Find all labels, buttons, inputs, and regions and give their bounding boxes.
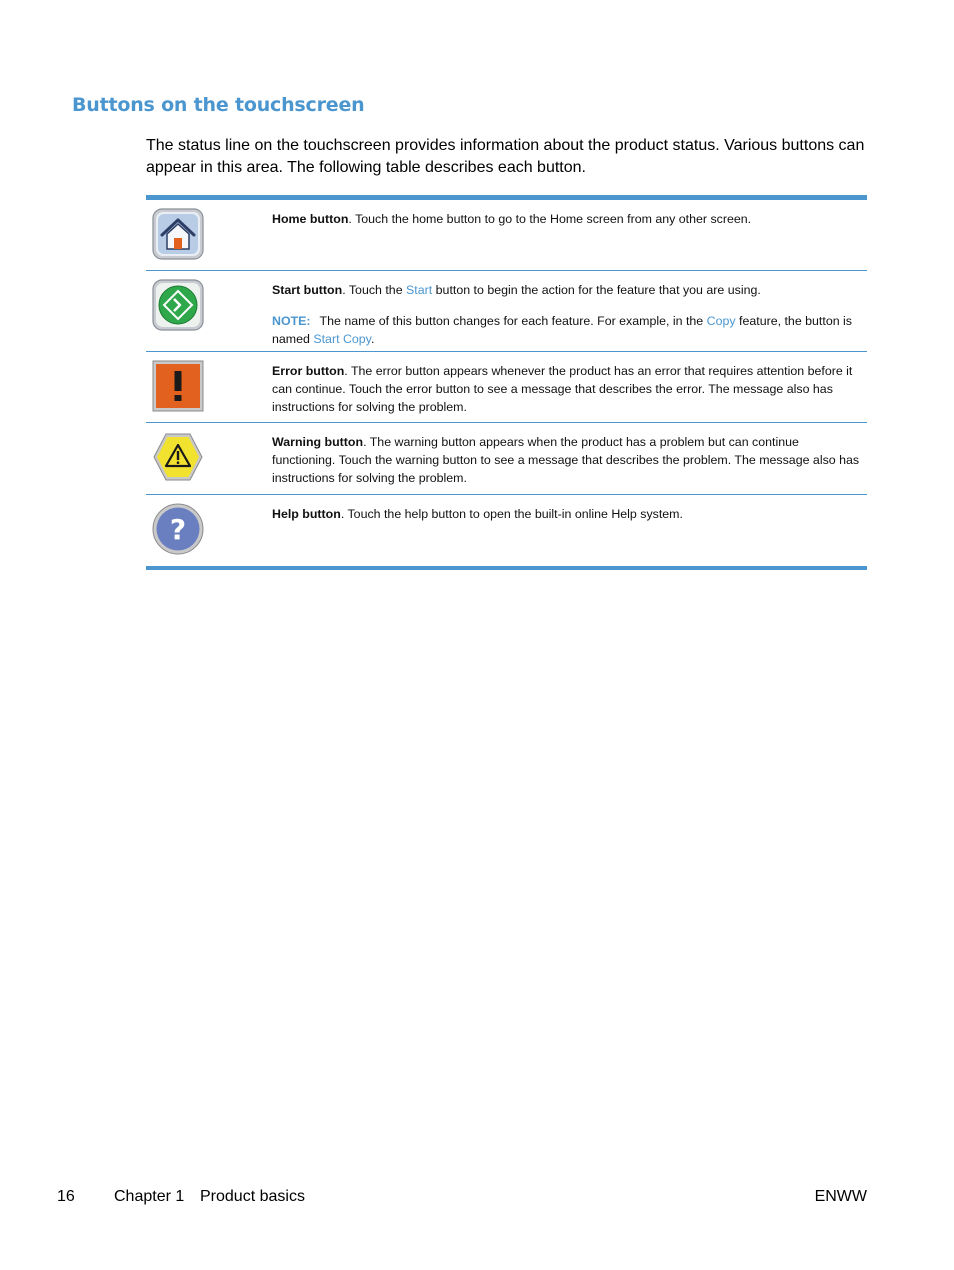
note-text-b: feature, the button is named — [272, 314, 852, 346]
error-description — [272, 362, 862, 416]
error-desc: . The error button appears whenever the product has an error that requires attention before it can continue. Touch the error button to see a message that describes the error. The message also has instructions for solving the problem. — [272, 364, 853, 414]
start-copy-link[interactable]: Start Copy — [313, 332, 371, 346]
warning-desc: . The warning button appears when the product has a problem but can continue functioning. Touch the warning button to see a message that describes the problem. The message also has instructions for solving the problem. — [272, 435, 860, 485]
note-label: NOTE: — [272, 314, 311, 328]
table-row-warning — [146, 423, 867, 495]
table-row-error — [146, 352, 867, 423]
home-desc: . Touch the home button to go to the Home screen from any other screen. — [348, 212, 752, 226]
start-desc-b: button to begin the action for the feature that you are using. — [432, 283, 761, 297]
svg-text:?: ? — [169, 513, 187, 546]
warning-description — [272, 433, 862, 487]
buttons-table — [146, 195, 867, 570]
start-term: Start button — [272, 283, 343, 297]
help-desc: . Touch the help button to open the built-in online Help system. — [340, 507, 683, 521]
footer-code: ENWW — [814, 1188, 867, 1205]
home-description — [272, 210, 862, 228]
note-text-a: The name of this button changes for each feature. For example, in the — [319, 314, 707, 328]
start-note — [272, 312, 862, 348]
help-term: Help button — [272, 507, 341, 521]
warning-term: Warning button — [272, 435, 364, 449]
intro-paragraph: The status line on the touchscreen provides information about the product status. Various buttons can appear in this area. The following table describes each button. — [146, 137, 865, 176]
start-desc-a: . Touch the — [342, 283, 407, 297]
error-icon — [152, 360, 204, 412]
footer-chapter-title: Product basics — [200, 1188, 305, 1205]
copy-link[interactable]: Copy — [706, 314, 736, 328]
warning-icon — [152, 431, 204, 483]
footer-page-number: 16 — [57, 1188, 75, 1205]
start-icon — [152, 279, 204, 331]
home-icon — [152, 208, 204, 260]
table-row-start — [146, 271, 867, 352]
note-text-c: . — [370, 332, 375, 346]
start-description — [272, 281, 862, 348]
section-title: Buttons on the touchscreen — [72, 94, 365, 116]
table-row-help — [146, 495, 867, 566]
help-description — [272, 505, 862, 523]
start-link[interactable]: Start — [406, 283, 433, 297]
home-term: Home button — [272, 212, 349, 226]
table-row-home — [146, 200, 867, 271]
footer-chapter: Chapter 1 — [114, 1188, 185, 1205]
help-icon — [152, 503, 204, 555]
error-term: Error button — [272, 364, 345, 378]
